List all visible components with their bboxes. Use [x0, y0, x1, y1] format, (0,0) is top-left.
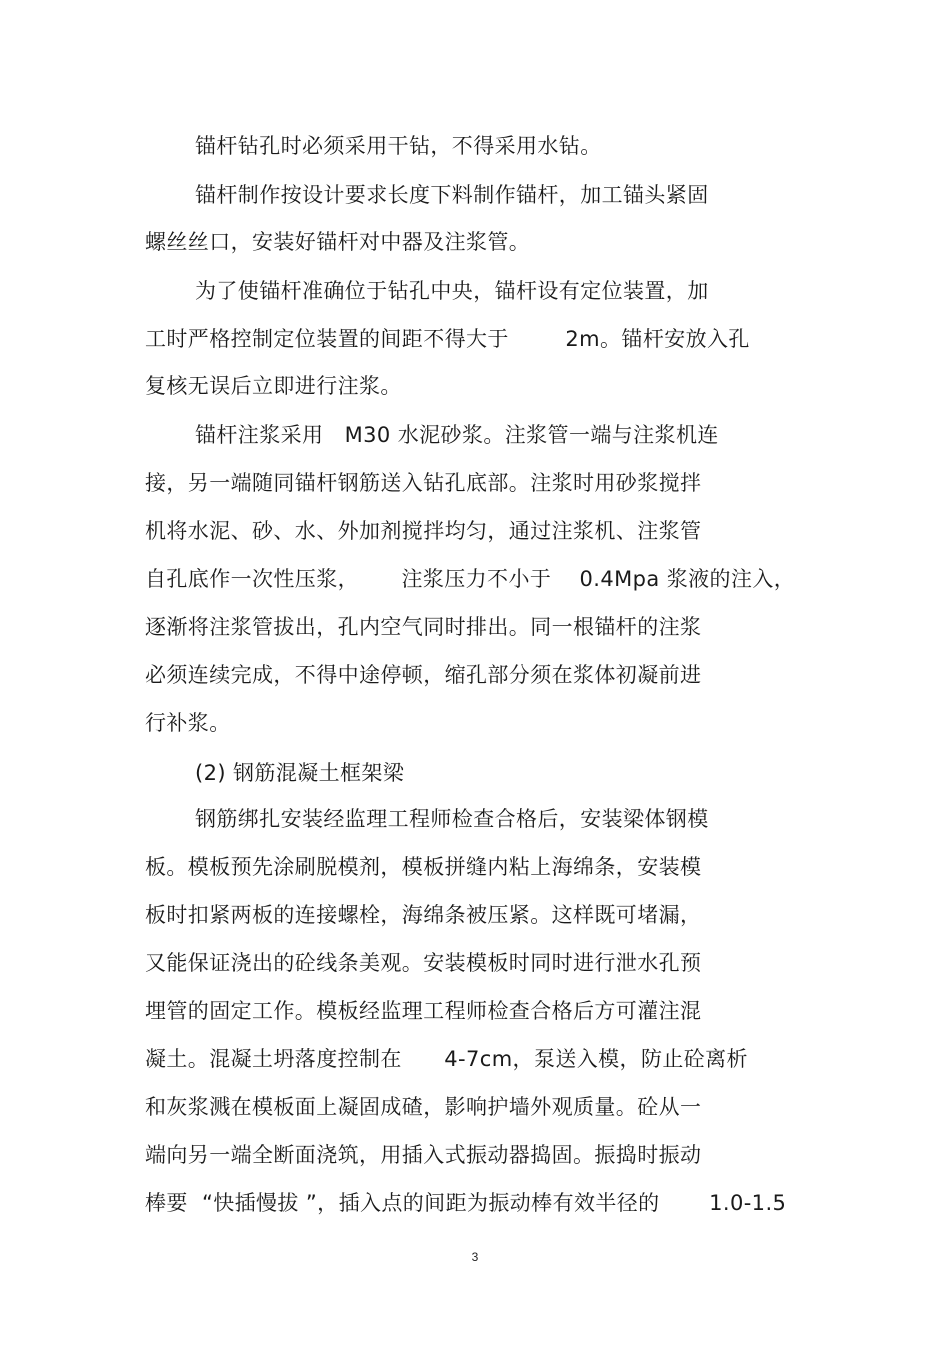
text-line: 棒要 “快插慢拔 ”，插入点的间距为振动棒有效半径的 1.0-1.5	[145, 1191, 787, 1215]
text-line: 自孔底作一次性压浆， 注浆压力不小于 0.4Mpa 浆液的注入，	[145, 567, 796, 591]
text-line: 逐渐将注浆管拔出，孔内空气同时排出。同一根锚杆的注浆	[145, 615, 702, 639]
text-line: 螺丝丝口，安装好锚杆对中器及注浆管。	[145, 230, 531, 254]
text-line: 锚杆制作按设计要求长度下料制作锚杆，加工锚头紧固	[195, 183, 709, 207]
text-line: 板时扣紧两板的连接螺栓，海绵条被压紧。这样既可堵漏，	[145, 903, 702, 927]
text-line: 必须连续完成，不得中途停顿，缩孔部分须在浆体初凝前进	[145, 663, 702, 687]
text-line: 行补浆。	[145, 711, 231, 735]
text-line: 锚杆钻孔时必须采用干钻，不得采用水钻。	[195, 134, 602, 158]
page-number: 3	[471, 1250, 479, 1264]
text-line: 又能保证浇出的砼线条美观。安装模板时同时进行泄水孔预	[145, 951, 702, 975]
text-line: 为了使锚杆准确位于钻孔中央，锚杆设有定位装置，加	[195, 279, 709, 303]
section-heading: (2) 钢筋混凝土框架梁	[195, 761, 405, 785]
text-line: 钢筋绑扎安装经监理工程师检查合格后，安装梁体钢模	[195, 807, 709, 831]
text-line: 工时严格控制定位装置的间距不得大于 2m。锚杆安放入孔	[145, 327, 750, 351]
text-line: 端向另一端全断面浇筑，用插入式振动器捣固。振捣时振动	[145, 1143, 702, 1167]
text-line: 板。模板预先涂刷脱模剂，模板拼缝内粘上海绵条，安装模	[145, 855, 702, 879]
text-line: 和灰浆溅在模板面上凝固成碴，影响护墙外观质量。砼从一	[145, 1095, 702, 1119]
text-line: 锚杆注浆采用 M30 水泥砂浆。注浆管一端与注浆机连	[195, 423, 719, 447]
text-line: 接，另一端随同锚杆钢筋送入钻孔底部。注浆时用砂浆搅拌	[145, 471, 702, 495]
text-line: 机将水泥、砂、水、外加剂搅拌均匀，通过注浆机、注浆管	[145, 519, 702, 543]
text-line: 埋管的固定工作。模板经监理工程师检查合格后方可灌注混	[145, 999, 702, 1023]
text-line: 复核无误后立即进行注浆。	[145, 374, 402, 398]
text-line: 凝土。混凝土坍落度控制在 4-7cm，泵送入模，防止砼离析	[145, 1047, 748, 1071]
